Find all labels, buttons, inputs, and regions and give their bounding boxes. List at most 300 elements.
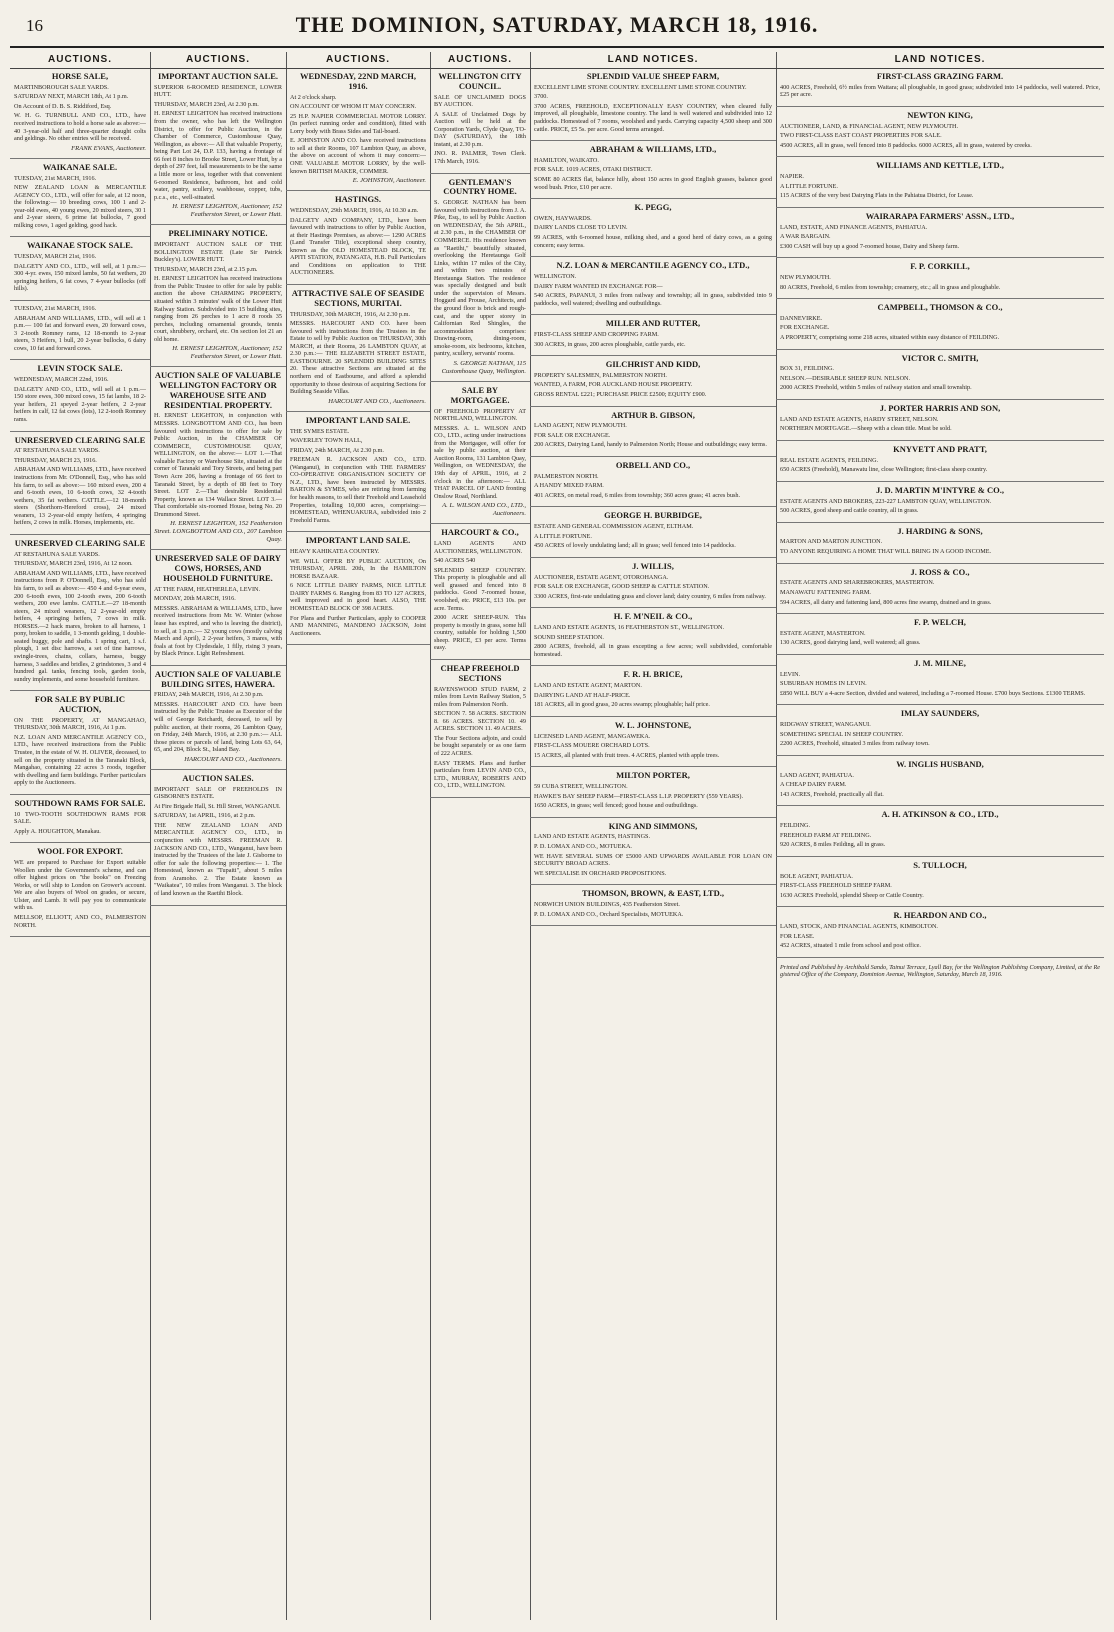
ad-text: 3700. bbox=[534, 93, 548, 101]
ad-text: 1650 ACRES, in grass; well fenced; good house and outbuildings. bbox=[534, 802, 698, 810]
ad-text: AUCTIONEER, ESTATE AGENT, OTOROHANGA. bbox=[534, 573, 669, 581]
ad-heading: J. HARDING & SONS, bbox=[897, 525, 983, 536]
ad-text: 3300 ACRES, first-rate undulating grass and clover land; dairy country, 6 miles from railway. bbox=[534, 592, 766, 600]
ad-text: £850 WILL BUY a 4-acre Section, divided and watered, including a 7-roomed House. £700 buys Sections. £1300 TERMS. bbox=[780, 689, 1086, 697]
ad-text: E. JOHNSTON AND CO. have received instructions to sell at their Rooms, 107 Lambton Quay, as above, the above on account of whom it may concern:— ONE VALUABLE MOTOR LORRY, by the well-known BRITISH MAKER, COMMER. bbox=[290, 137, 426, 175]
ad-heading: KNYVETT AND PRATT, bbox=[893, 443, 987, 454]
ad-text: TUESDAY, 21st MARCH, 1916. bbox=[14, 305, 97, 313]
advertisement bbox=[530, 319, 776, 356]
ad-text: A CHEAP DAIRY FARM. bbox=[780, 781, 847, 789]
advertisement bbox=[10, 241, 150, 301]
ad-text: SUPERIOR 6-ROOMED RESIDENCE, LOWER HUTT. bbox=[154, 83, 282, 99]
ad-text: 143 ACRES, Freehold, practically all flat. bbox=[780, 790, 884, 798]
ad-heading: FIRST-CLASS GRAZING FARM. bbox=[876, 71, 1004, 81]
ad-text: MESSRS. HARCOURT AND CO. have been instructed by the Public Trustee as Executor of the will of George Reichardt, deceased, to sell by public auction, at their rooms, 26 Lambton Quay, on Friday, 24th March, 1916, at 2.30 p.m.:— ALL those pieces or parcels of land, being Lots 63, 64, 65, and 204, Block St., Island Bay. bbox=[154, 700, 282, 754]
ad-heading: UNRESERVED SALE OF DAIRY COWS, HORSES, AND HOUSEHOLD FURNITURE. bbox=[155, 553, 281, 583]
ad-text: OWEN, HAYWARDS. bbox=[534, 214, 592, 222]
advertisement bbox=[530, 360, 776, 406]
ad-text: SATURDAY NEXT, MARCH 18th, At 1 p.m. bbox=[14, 93, 129, 101]
ad-text: P. D. LOMAX AND CO., Orchard Specialists, MOTUEKA. bbox=[534, 910, 684, 918]
newspaper-page bbox=[10, 6, 1104, 1626]
advertisement bbox=[530, 411, 776, 457]
ad-text: MESSRS. HARCOURT AND CO. have been favoured with instructions from the Trustees in the Estate to sell by Public Auction on THURSDAY, 30th MARCH, at their Rooms, 26 LAMBTON QUAY, at 2.30 p.m.:— THE ELIZABETH STREET ESTATE, EASTBOURNE. 20 SPLENDID BUILDING SITES 20. These attractive Sections are situated at the northern end of Eastbourne, and afford a splendid opportunity to those desirous of acquiring Sections for Building Seaside Villas. bbox=[290, 320, 426, 396]
ad-text: FOR LEASE. bbox=[780, 932, 815, 940]
ad-text: PALMERSTON NORTH. bbox=[534, 472, 599, 480]
advertisement bbox=[10, 847, 150, 937]
advertisement bbox=[530, 670, 776, 716]
column-header: AUCTIONS. bbox=[150, 52, 286, 69]
ad-text: WE HAVE SEVERAL SUMS OF £5000 AND UPWARDS AVAILABLE FOR LOAN ON SECURITY BROAD ACRES. bbox=[534, 852, 772, 868]
advertisement bbox=[150, 670, 286, 770]
advertisement bbox=[530, 72, 776, 141]
advertisement bbox=[530, 461, 776, 507]
ad-text: FIRST-CLASS FREEHOLD SHEEP FARM. bbox=[780, 882, 892, 890]
ad-text: JNO. R. PALMER, Town Clerk. 17th March, 1916. bbox=[434, 150, 526, 166]
ad-text: LAND AND ESTATE AGENTS, HARDY STREET, NELSON. bbox=[780, 415, 939, 423]
ad-text: N.Z. LOAN AND MERCANTILE AGENCY CO., LTD., have received instructions from the Public Trustee, in the estate of W. H. OLIVER, deceased, to sell on the property situated in the Taranaki Block, Mangahao, containing 22 acres 3 roods, together with dwelling and farm buildings. Further particulars apply to the Auctioneers. bbox=[14, 733, 146, 787]
ad-text: SALE OF UNCLAIMED DOGS BY AUCTION. bbox=[434, 93, 526, 109]
ad-text: 400 ACRES, Freehold, 6½ miles from Waitara; all ploughable, in good grass; subdivided into 14 paddocks, well watered. Price, £25 per acre. bbox=[780, 83, 1100, 99]
ad-heading: IMPORTANT LAND SALE. bbox=[305, 535, 411, 546]
ad-heading: WEDNESDAY, 22ND MARCH, 1916. bbox=[299, 71, 417, 91]
ad-text: ESTATE AGENTS AND BROKERS, 223-227 LAMBTON QUAY, WELLINGTON. bbox=[780, 497, 992, 505]
ad-text: ESTATE AND GENERAL COMMISSION AGENT, ELTHAM. bbox=[534, 523, 694, 531]
ad-text: On Account of D. B. S. Riddiford, Esq. bbox=[14, 102, 112, 110]
ad-text: ABRAHAM AND WILLIAMS, LTD., have received instructions from Mr. O'Donnell, Esq., who has sold his farm, to sell as above:— 160 mixed ewes, 200 4 and 6-tooth ewes, 10 6-tooth cows, 32 4-tooth wethers, 35 fat wethers. CATTLE.—12 18-month steers (Shorthorn-Hereford cross), 24 mixed weaners, 13 2-year-old empty heifers, 4 springing heifers, 2 cows in milk. Horses, implements, etc. bbox=[14, 466, 146, 527]
ad-text: LICENSED LAND AGENT, MANGAWEKA. bbox=[534, 732, 651, 740]
ad-text: 2000 ACRE SHEEP-RUN. This property is mostly in grass, some hill country, suitable for holding 1,500 sheep. PRICE, £3 per acre. Terms easy. bbox=[434, 614, 526, 652]
column-1 bbox=[10, 52, 151, 1620]
ad-text: WEDNESDAY, 29th MARCH, 1916, At 10.30 a.m. bbox=[290, 206, 419, 214]
ad-text: LAND AND ESTATE AGENT, MARTON. bbox=[534, 682, 642, 690]
advertisement bbox=[10, 436, 150, 535]
advertisement bbox=[430, 664, 530, 798]
ad-text: HAMILTON, WAIKATO. bbox=[534, 156, 599, 164]
ad-heading: WAIRARAPA FARMERS' ASSN., LTD., bbox=[865, 210, 1015, 221]
ad-text: 10 TWO-TOOTH SOUTHDOWN RAMS FOR SALE. bbox=[14, 810, 146, 826]
ad-signature: H. ERNEST LEIGHTON, Auctioneer, 152 Featherston Street, or Lower Hutt. bbox=[172, 345, 282, 361]
ad-text: 450 ACRES of lovely undulating land; all in grass; well fenced into 14 paddocks. bbox=[534, 542, 736, 550]
ad-heading: HARCOURT & CO., bbox=[441, 527, 519, 538]
ad-text: 540 ACRES, PAPANUI, 3 miles from railway and township; all in grass, subdivided into 9 paddocks, well watered; dwelling and outbuildings. bbox=[534, 292, 772, 307]
ad-heading: GEORGE H. BURBIDGE, bbox=[604, 510, 702, 521]
ad-heading: CHEAP FREEHOLD SECTIONS bbox=[440, 662, 520, 683]
ad-heading: J. M. MILNE, bbox=[914, 657, 966, 668]
advertisement bbox=[530, 771, 776, 817]
advertisement bbox=[286, 289, 430, 412]
ad-text: DAIRYING LAND AT HALF-PRICE. bbox=[534, 691, 631, 699]
ad-text: SATURDAY, 1st APRIL, 1916, at 2 p.m. bbox=[154, 812, 256, 820]
ad-text: DALGETY AND CO., LTD., will sell at 1 p.m.— 150 store ewes, 300 mixed cows, 15 fat lambs, 18 2-year heifers, 21 speyed 2-year heifers, 2 2-year heifers in calf, 12 fat cows (lots), 12 2-tooth Romney rams. bbox=[14, 385, 146, 423]
ad-text: The Four Sections adjoin, and could be bought separately or as one farm of 222 ACRES. bbox=[434, 734, 526, 758]
advertisement bbox=[530, 261, 776, 315]
ad-text: ESTATE AGENT, MASTERTON. bbox=[780, 629, 866, 637]
ad-heading: GENTLEMAN'S COUNTRY HOME. bbox=[443, 176, 517, 197]
ad-text: FIRST-CLASS MOUERE ORCHARD LOTS. bbox=[534, 742, 650, 750]
ad-text: THE SYMES ESTATE. bbox=[290, 427, 350, 435]
ad-text: H. ERNEST LEIGHTON, in conjunction with MESSRS. LONGBOTTOM AND CO., has been favoured with instructions to offer for sale by Public Auction, in the CHAMBER OF COMMERCE, CUSTOMHOUSE QUAY, WELLINGTON, on the above:— LOT 1.—That valuable Factory or Warehouse Site, situated at the corner of Taranaki and Tory Streets, and being part Town Acre 206, having a frontage of 66 feet to Taranaki Street, by a depth of 88 feet to Tory Street. LOT 2.—That desirable Residential Property, known as 134 Wallace Street. LOT 3.—That comfortable six-roomed House, being No. 20 Drummond Street. bbox=[154, 412, 282, 518]
ad-text: AT RESTAHUNA SALE YARDS. bbox=[14, 550, 100, 558]
ad-heading: K. PEGG, bbox=[634, 202, 672, 213]
ad-heading: GILCHRIST AND KIDD, bbox=[605, 359, 701, 370]
ad-heading: KING AND SIMMONS, bbox=[608, 820, 698, 831]
ad-text: SUBURBAN HOMES IN LEVIN. bbox=[780, 680, 867, 688]
column-5 bbox=[530, 52, 777, 1620]
ad-text: TO ANYONE REQUIRING A HOME THAT WILL BRING IN A GOOD INCOME. bbox=[780, 548, 992, 556]
ad-text: 200 ACRES, Dairying Land, handy to Palmerston North; House and outbuildings; easy terms. bbox=[534, 441, 767, 449]
ad-text: FREEHOLD FARM AT FEILDING. bbox=[780, 831, 872, 839]
ad-text: 2800 ACRES, freehold, all in grass excepting a few acres; well subdivided, comfortable homestead. bbox=[534, 643, 772, 658]
ad-text: 80 ACRES, Freehold, 6 miles from township; creamery, etc.; all in grass and ploughable. bbox=[780, 283, 1001, 291]
ad-text: LAND AND ESTATE AGENTS, HASTINGS. bbox=[534, 833, 651, 841]
ad-text: 4500 ACRES, all in grass, well fenced into 8 paddocks. 6000 ACRES, all in grass, watered by creeks. bbox=[780, 141, 1032, 149]
advertisement bbox=[776, 709, 1104, 755]
ad-heading: WILLIAMS AND KETTLE, LTD., bbox=[876, 160, 1004, 171]
ad-heading: J. WILLIS, bbox=[632, 560, 674, 571]
ad-heading: LEVIN STOCK SALE. bbox=[37, 363, 123, 374]
ad-text: H. ERNEST LEIGHTON has received instructions from the Public Trustee to offer for sale by public auction the above CHARMING PROPERTY, situated within 3 minutes' walk of the Lower Hutt Railway Station. Subdivided into 15 building sites, ranging from 26 perches to 1 acre 8 roods 35 perches, including ornamental grounds, tennis court, shrubbery, orchard, etc. On section lot 21 an old home. bbox=[154, 275, 282, 343]
ad-text: NEW PLYMOUTH. bbox=[780, 274, 831, 282]
ad-text: SOME 80 ACRES flat, balance hilly, about 150 acres in good English grasses, balance good wood bush. Price, £10 per acre. bbox=[534, 176, 772, 191]
advertisement bbox=[776, 810, 1104, 856]
ad-heading: F. R. H. BRICE, bbox=[623, 669, 683, 680]
ad-text: 130 ACRES, good dairying land, well watered; all grass. bbox=[780, 639, 921, 647]
advertisement bbox=[10, 72, 150, 159]
ad-heading: F. P. CORKILL, bbox=[910, 261, 970, 272]
advertisement bbox=[776, 262, 1104, 299]
ad-heading: W. INGLIS HUSBAND, bbox=[896, 758, 984, 769]
column-3 bbox=[286, 52, 431, 1620]
ad-heading: H. F. M'NEIL & CO., bbox=[613, 611, 693, 622]
ad-heading: WAIKANAE STOCK SALE. bbox=[27, 240, 133, 251]
ad-text: THURSDAY, MARCH 23rd, 1916, At 12 noon. bbox=[14, 560, 133, 568]
ad-text: 2000 ACRES Freehold, within 5 miles of railway station and small township. bbox=[780, 384, 972, 392]
advertisement bbox=[530, 822, 776, 886]
ad-text: ESTATE AGENTS AND SHAREBROKERS, MASTERTON. bbox=[780, 579, 935, 587]
ad-text: 115 ACRES of the very best Dairying Flats in the Pahiatua District, for Lease. bbox=[780, 192, 974, 200]
ad-text: FOR SALE. 1019 ACRES, OTAKI DISTRICT. bbox=[534, 166, 652, 174]
ad-text: BOLE AGENT, PAHIATUA. bbox=[780, 872, 853, 880]
ad-text: ABRAHAM AND WILLIAMS, LTD., have received instructions from P. O'Donnell, Esq., who has sold his farm, to sell as above:— 450 4 and 6-year ewes, 200 6-tooth ewes, 100 2-tooth ewes, 200 6-tooth wethers, 200 ewe lambs. CATTLE.—27 18-month steers, 24 mixed weaners, 12 2-year-old empty heifers, 4 springing heifers, 7 cows in milk. HORSES.—2 hack mares, broken to all harness, 1 pony, broken to saddle, 1 3-month gelding, 1 double-seated buggy, pole and shafts. 1 spring cart, 1 s.f. plough, 1 set disc harrows, a set of tine harrows, swingle-trees, chains, collars, harness, buggy harness, 3 saddles and bridles, 2 grindstones, 3 and 4 hundred gal. tanks, fencing tools, garden tools, sundry implements, and some household furniture. bbox=[14, 569, 146, 683]
ad-text: LAND AND ESTATE AGENTS, 16 FEATHERSTON ST., WELLINGTON. bbox=[534, 624, 724, 632]
advertisement bbox=[776, 568, 1104, 614]
column-4 bbox=[430, 52, 531, 1620]
ad-heading: WELLINGTON CITY COUNCIL. bbox=[438, 71, 522, 91]
ad-text: A PROPERTY, comprising some 218 acres, situated within easy distance of FEILDING. bbox=[780, 334, 1000, 342]
ad-heading: IMPORTANT AUCTION SALE. bbox=[157, 71, 279, 81]
ad-heading: ORBELL AND CO., bbox=[615, 459, 691, 470]
ad-text: WANTED, A FARM, FOR AUCKLAND HOUSE PROPERTY. bbox=[534, 381, 693, 389]
ad-text: DANNEVIRKE. bbox=[780, 314, 823, 322]
printer-imprint: Printed and Published by Archibald Sando, Tainui Terrace, Lyall Bay, for the Wellington Publishing Company, Limited, at the Registered Office of the Company, Dominion Avenue, Wellington, Saturday, March 18, 1916. bbox=[780, 963, 1100, 979]
ad-heading: AUCTION SALES. bbox=[182, 772, 254, 783]
ad-text: MARTINBOROUGH SALE YARDS. bbox=[14, 83, 109, 91]
ad-heading: F. P. WELCH, bbox=[914, 617, 966, 628]
ad-text: 25 H.P. NAPIER COMMERCIAL MOTOR LORRY. (In perfect running order and condition), fitted with Lorry body with Brass Sides and Tail-board. bbox=[290, 112, 426, 135]
ad-text: 920 ACRES, 8 miles Feilding, all in grass. bbox=[780, 841, 886, 849]
ad-text: A SALE of Unclaimed Dogs by Auction will be held at the Corporation Yards, Clyde Quay, TO-DAY (SATURDAY), the 18th instant, at 2.30 p.m. bbox=[434, 110, 526, 148]
advertisement bbox=[776, 527, 1104, 564]
advertisement bbox=[776, 212, 1104, 258]
advertisement bbox=[10, 364, 150, 431]
advertisement bbox=[10, 539, 150, 691]
ad-text: SOMETHING SPECIAL IN SHEEP COUNTRY. bbox=[780, 730, 904, 738]
ad-text: LAND AGENT, PAHIATUA. bbox=[780, 771, 854, 779]
ad-text: TUESDAY, MARCH 21st, 1916. bbox=[14, 253, 97, 261]
ad-text: THURSDAY, MARCH 23rd, at 2.15 p.m. bbox=[154, 265, 258, 273]
advertisement bbox=[286, 72, 430, 191]
ad-text: WE WILL OFFER BY PUBLIC AUCTION, On THURSDAY, APRIL 20th, In the HAMILTON HORSE BAZAAR. bbox=[290, 557, 426, 580]
ad-heading: SALE BY MORTGAGEE. bbox=[450, 385, 510, 405]
advertisement bbox=[530, 721, 776, 767]
advertisement bbox=[776, 72, 1104, 107]
advertisement bbox=[530, 889, 776, 926]
ad-text: 300 ACRES, in grass, 200 acres ploughable, cattle yards, etc. bbox=[534, 340, 686, 348]
ad-text: For Plans and Further Particulars, apply to COOPER AND MANNING, MANDENO JACKSON, Joint Auctioneers. bbox=[290, 614, 426, 637]
ad-signature: HARCOURT AND CO., Auctioneers. bbox=[184, 755, 282, 763]
advertisement bbox=[776, 659, 1104, 705]
ad-signature: HARCOURT AND CO., Auctioneers. bbox=[328, 397, 426, 405]
ad-text: FOR SALE OR EXCHANGE. bbox=[534, 431, 611, 439]
ad-text: Apply A. HOUGHTON, Manakau. bbox=[14, 827, 101, 835]
advertisement bbox=[776, 618, 1104, 655]
ad-text: 540 ACRES 540 bbox=[434, 557, 476, 565]
ad-text: ON ACCOUNT OF WHOM IT MAY CONCERN. bbox=[290, 103, 417, 111]
ad-text: THURSDAY, MARCH 23, 1916. bbox=[14, 456, 97, 464]
ad-text: FRIDAY, 24th MARCH, 1916, At 2.30 p.m. bbox=[154, 691, 264, 699]
ad-text: 99 ACRES, with 6-roomed house, milking shed, and a good herd of dairy cows, as a going concern; easy terms. bbox=[534, 234, 772, 249]
advertisement bbox=[530, 511, 776, 557]
ad-heading: IMLAY SAUNDERS, bbox=[900, 708, 980, 719]
column-header: LAND NOTICES. bbox=[776, 52, 1104, 69]
ad-text: MELLSOP, ELLIOTT, AND CO., PALMERSTON NORTH. bbox=[14, 914, 146, 929]
ad-text: NAPIER. bbox=[780, 173, 804, 181]
advertisement bbox=[286, 536, 430, 645]
ad-text: 2200 ACRES, Freehold, situated 3 miles from railway town. bbox=[780, 740, 930, 748]
advertisement bbox=[10, 305, 150, 360]
column-header: LAND NOTICES. bbox=[530, 52, 776, 69]
ad-text: 452 ACRES, situated 1 mile from school and post office. bbox=[780, 942, 921, 950]
ad-text: 59 CUBA STREET, WELLINGTON. bbox=[534, 783, 628, 791]
ad-heading: AUCTION SALE OF VALUABLE WELLINGTON FACTORY OR WAREHOUSE SITE AND RESIDENTIAL PROPERTY. bbox=[154, 370, 282, 410]
ad-text: 15 ACRES, all planted with fruit trees. 4 ACRES, planted with apple trees. bbox=[534, 751, 720, 759]
ad-heading: A. H. ATKINSON & CO., LTD., bbox=[881, 809, 999, 820]
ad-text: EXCELLENT LIME STONE COUNTRY. EXCELLENT LIME STONE COUNTRY. bbox=[534, 83, 747, 91]
ad-text: IMPORTANT SALE OF FREEHOLDS IN GISBORNE'S ESTATE. bbox=[154, 785, 282, 801]
ad-text: ON THE PROPERTY, AT MANGAHAO, THURSDAY, 30th MARCH, 1916, At 1 p.m. bbox=[14, 716, 146, 732]
advertisement bbox=[150, 554, 286, 665]
ad-text: WAVERLEY TOWN HALL, bbox=[290, 437, 363, 445]
ad-signature: S. GEORGE NATHAN, 115 Customhouse Quay, Wellington. bbox=[441, 359, 526, 375]
ad-signature: H. ERNEST LEIGHTON, Auctioneer, 152 Featherston Street, or Lower Hutt. bbox=[172, 203, 282, 219]
newspaper-title: THE DOMINION, SATURDAY, MARCH 18, 1916. bbox=[295, 12, 819, 37]
ad-text: BOX 31, FEILDING. bbox=[780, 365, 834, 373]
ad-heading: ARTHUR B. GIBSON, bbox=[611, 409, 695, 420]
ad-heading: W. L. JOHNSTONE, bbox=[614, 719, 692, 730]
ad-signature: FRANK EVANS, Auctioneer. bbox=[71, 144, 146, 152]
advertisement bbox=[530, 612, 776, 666]
advertisement bbox=[10, 799, 150, 843]
advertisement bbox=[430, 72, 530, 174]
masthead bbox=[10, 6, 1104, 48]
advertisement bbox=[530, 203, 776, 257]
ad-heading: HORSE SALE, bbox=[51, 71, 109, 81]
advertisement bbox=[150, 371, 286, 550]
ad-heading: J. ROSS & CO., bbox=[910, 566, 970, 577]
advertisement bbox=[286, 416, 430, 533]
advertisement bbox=[150, 774, 286, 906]
ad-text: WELLINGTON. bbox=[534, 272, 577, 280]
advertisement bbox=[430, 386, 530, 524]
ad-text: A WAR BARGAIN. bbox=[780, 233, 831, 241]
ad-text: SECTION 7. 58 ACRES. SECTION 8. 66 ACRES. SECTION 10. 49 ACRES. SECTION 11. 49 ACRES. bbox=[434, 710, 526, 733]
advertisement bbox=[10, 163, 150, 238]
advertisement bbox=[10, 695, 150, 795]
ad-text: 650 ACRES (Freehold), Manawatu line, close Wellington; first-class sheep country. bbox=[780, 466, 988, 474]
advertisement bbox=[776, 111, 1104, 157]
advertisement bbox=[430, 528, 530, 660]
column-2 bbox=[150, 52, 287, 1620]
ad-text: DALGETY AND COMPANY, LTD., have been favoured with instructions to offer by Public Auction, at their Hastings Premises, as above:— 1290 ACRES (Land Transfer Title), exceptional sheep country, known as the OLD HOMESTEAD BLOCK, TE APITI STATION, PATANGATA, H.B. Full Particulars and Conditions on application to THE AUCTIONEERS. bbox=[290, 216, 426, 277]
ad-text: HAWKE'S BAY SHEEP FARM—FIRST-CLASS L.I.P. PROPERTY (559 YEARS). bbox=[534, 792, 743, 800]
ad-text: FIRST-CLASS SHEEP AND CROPPING FARM. bbox=[534, 330, 659, 338]
column-6 bbox=[776, 52, 1104, 1620]
ad-heading: SPLENDID VALUE SHEEP FARM, bbox=[586, 71, 720, 81]
ad-text: A HANDY MIXED FARM. bbox=[534, 482, 604, 490]
ad-text: £300 CASH will buy up a good 7-roomed house, Dairy and Sheep farm. bbox=[780, 242, 960, 250]
ad-text: FOR SALE OR EXCHANGE, GOOD SHEEP & CATTLE STATION. bbox=[534, 583, 710, 591]
ad-heading: NEWTON KING, bbox=[907, 109, 973, 120]
advertisement bbox=[776, 861, 1104, 907]
ad-text: 6 NICE LITTLE DAIRY FARMS, NICE LITTLE DAIRY FARMS 6. Ranging from 83 TO 127 ACRES, well improved and in good heart. ALSO, THE HOMESTEAD BLOCK OF 398 ACRES. bbox=[290, 582, 426, 612]
ad-text: RIDGWAY STREET, WANGANUI. bbox=[780, 721, 871, 729]
ad-heading: UNRESERVED CLEARING SALE bbox=[14, 537, 146, 548]
advertisement bbox=[430, 178, 530, 382]
ad-text: MANAWATU FATTENING FARM. bbox=[780, 588, 871, 596]
ad-text: LAND, STOCK, AND FINANCIAL AGENTS, KIMBOLTON. bbox=[780, 922, 938, 930]
ad-text: AT THE FARM, HEATHERLEA, LEVIN. bbox=[154, 585, 261, 593]
ad-text: ABRAHAM AND WILLIAMS, LTD., will sell at 1 p.m.— 100 fat and forward ewes, 20 forward cows, 3 2-tooth Romney rams, 12 18-month to 2-year steers, 3 Heifers, 1 bull, 20 2-year bullocks, 6 dairy cows, 10 fat and forward cows. bbox=[14, 314, 146, 352]
ad-heading: UNRESERVED CLEARING SALE bbox=[14, 434, 146, 445]
ad-heading: IMPORTANT LAND SALE. bbox=[305, 414, 411, 425]
ad-text: LEVIN. bbox=[780, 670, 801, 678]
ad-text: FEILDING. bbox=[780, 822, 811, 830]
advertisement bbox=[530, 562, 776, 608]
advertisement bbox=[776, 760, 1104, 806]
ad-text: HEAVY KAHIKATEA COUNTRY. bbox=[290, 548, 380, 556]
ad-text: FRIDAY, 24th MARCH, At 2.30 p.m. bbox=[290, 446, 384, 454]
ad-text: OF FREEHOLD PROPERTY AT NORTHLAND, WELLINGTON. bbox=[434, 407, 526, 423]
advertisement bbox=[776, 161, 1104, 207]
column-header: AUCTIONS. bbox=[10, 52, 150, 69]
advertisement bbox=[776, 354, 1104, 400]
ad-heading: J. PORTER HARRIS AND SON, bbox=[879, 403, 1001, 414]
ad-text: DAIRY FARM WANTED IN EXCHANGE FOR— bbox=[534, 282, 663, 290]
advertisement bbox=[776, 486, 1104, 523]
ad-text: AUCTIONEER, LAND, & FINANCIAL AGENT, NEW PLYMOUTH. bbox=[780, 122, 958, 130]
ad-heading: CAMPBELL, THOMSON & CO., bbox=[877, 302, 1003, 313]
ad-text: LAND AGENT, NEW PLYMOUTH. bbox=[534, 422, 627, 430]
ad-heading: S. TULLOCH, bbox=[913, 859, 967, 870]
ad-text: H. ERNEST LEIGHTON has received instructions from the owner, who has left the Wellington District, to offer for Public Auction, in the Chamber of Commerce, Customhouse Quay, Wellington, as above:— All that valuable Property, being Part Lot 24, D.P. 133, having a frontage of 66 feet 8 inches to Brooke Street, Lower Hutt, by a depth of 297 feet, fall measurements to be the same a little more or less, together with that convenient 6-roomed Residence, bathroom, hot and cold water, pantry, scullery, washhouse, copper, tubs, p.c.s., etc., well-situated. bbox=[154, 110, 282, 201]
ad-text: AT RESTAHUNA SALE YARDS. bbox=[14, 447, 100, 455]
ad-text: S. GEORGE NATHAN has been favoured with instructions from J. A. Pike, Esq., to sell by Public Auction on WEDNESDAY, the 5th APRIL, at 2.30 p.m., in the CHAMBER OF COMMERCE. His residence known as "Raetihi," beautifully situated, overlooking the Heretaunga Golf Links, within 17 miles of the City, and within two minutes of Heretaunga Station. The residence was specially designed and built under the supervision of Messrs. Hoggard and Prouse, Architects, and the ground floor is brick and rough-cast, and the upper storey in Californian Red Shingles, the accommodation comprises: Drawing-room, dining-room, smoke-room, six bedrooms, kitchen, pantry, scullery, servants' rooms. bbox=[434, 199, 526, 358]
ad-text: IMPORTANT AUCTION SALE OF THE BOLLINGTON ESTATE (Late Sir Patrick Buckley's). LOWER HUTT. bbox=[154, 241, 282, 264]
advertisement bbox=[150, 72, 286, 225]
ad-text: At Fire Brigade Hall, St. Hill Street, WANGANUI. bbox=[154, 802, 281, 810]
ad-heading: MILTON PORTER, bbox=[616, 770, 690, 781]
ad-heading: ABRAHAM & WILLIAMS, LTD., bbox=[589, 144, 717, 155]
ad-text: W. H. G. TURNBULL AND CO., LTD., have received instructions to hold a horse sale as above:— 40 3-year-old half and three-quarter draught colts and geldings. No other entries will be received. bbox=[14, 112, 146, 143]
ad-heading: WAIKANAE SALE. bbox=[42, 161, 118, 172]
ad-text: NELSON.—DESIRABLE SHEEP RUN. NELSON. bbox=[780, 374, 911, 382]
ad-text: 500 ACRES, good sheep and cattle country, all in grass. bbox=[780, 507, 919, 515]
advertisement bbox=[530, 145, 776, 199]
column-header: AUCTIONS. bbox=[286, 52, 430, 69]
ad-text: SPLENDID SHEEP COUNTRY. This property is ploughable and all well grassed and fenced into 8 paddocks. Good 7-roomed house, woolshed, etc. PRICE, £13 10s. per acre. Terms. bbox=[434, 566, 526, 612]
ad-text: DAIRY LANDS CLOSE TO LEVIN. bbox=[534, 224, 628, 232]
ad-text: PROPERTY SALESMEN, PALMERSTON NORTH. bbox=[534, 371, 667, 379]
ad-heading: SOUTHDOWN RAMS FOR SALE. bbox=[14, 797, 146, 808]
advertisement bbox=[286, 195, 430, 285]
advertisement bbox=[776, 911, 1104, 957]
ad-text: MESSRS. ABRAHAM & WILLIAMS, LTD., have received instructions from Mr. W. Winter (whose lease has expired, and who is leaving the district), to sell, at 1 p.m.:— 32 young cows (mostly calving March and April), 2 2-year heifers, 3 mares, with foals at foot by Clydesdale, 1 filly, rising 3 years, by Black Prince. Light Refreshment. bbox=[154, 604, 282, 658]
advertisement bbox=[776, 303, 1104, 349]
ad-heading: THOMSON, BROWN, & EAST, LTD., bbox=[582, 888, 724, 899]
ad-text: FREEMAN R. JACKSON AND CO., LTD. (Wanganui), in conjunction with THE FARMERS' CO-OPERATIVE ORGANISATION SOCIETY OF N.Z., LTD., have been instructed by MESSRS. BARTON & SYMES, who are retiring from farming for health reasons, to sell their Freehold and Leasehold Properties, totalling 10,000 acres, comprising:— HOMESTEAD, WHENUAKURA, subdivided into 2 Freehold Farms. bbox=[290, 456, 426, 524]
ad-text: A LITTLE FORTUNE. bbox=[534, 532, 592, 540]
ad-heading: J. D. MARTIN M'INTYRE & CO., bbox=[876, 484, 1004, 495]
ad-heading: HASTINGS. bbox=[334, 194, 382, 205]
ad-text: THURSDAY, 30th MARCH, 1916, At 2.30 p.m. bbox=[290, 310, 410, 318]
advertisement bbox=[776, 445, 1104, 482]
ad-text: TUESDAY, 21st MARCH, 1916. bbox=[14, 174, 97, 182]
ad-text: LAND AGENTS AND AUCTIONEERS, WELLINGTON. bbox=[434, 540, 526, 555]
ad-text: 181 ACRES, all in good grass, 20 acres swamp; ploughable; half price. bbox=[534, 701, 710, 709]
ad-text: MESSRS. A. L. WILSON AND CO., LTD., acting under instructions from the Mortgagee, will offer for sale by public auction, at their Auction Rooms, 131 Lambton Quay, Wellington, on WEDNESDAY, the 19th day of APRIL, 1916, at 2 o'clock in the afternoon:— ALL THAT PARCEL OF LAND fronting Onslow Road, Northland. bbox=[434, 424, 526, 500]
ad-text: THURSDAY, MARCH 23rd, At 2.30 p.m. bbox=[154, 100, 259, 108]
ad-text: WE SPECIALISE IN ORCHARD PROPOSITIONS. bbox=[534, 869, 667, 877]
ad-text: FOR EXCHANGE. bbox=[780, 324, 830, 332]
page-number: 16 bbox=[26, 16, 43, 35]
ad-text: A LITTLE FORTUNE. bbox=[780, 182, 838, 190]
ad-text: NORWICH UNION BUILDINGS, 435 Featherston Street. bbox=[534, 901, 680, 909]
ad-text: 1630 ACRES Freehold, splendid Sheep or Cattle Country. bbox=[780, 891, 924, 899]
ad-text: THE NEW ZEALAND LOAN AND MERCANTILE AGENCY CO., LTD., in conjunction with MESSRS. FREEMAN R. JACKSON AND CO., LTD., Wanganui, have been instructed by the Trustees of the late J. Gisborne to offer for sale the following properties:— 1. The Homestead, known as "Tupaiti", about 5 miles from Aramoho. 2. The Estate known as "Waikatea", 10 miles from Wanganui. 3. The block of land known as the Raetihi Block. bbox=[154, 821, 282, 897]
ad-text: EASY TERMS. Plans and further particulars from LEVIN AND CO., LTD., MURRAY, ROBERTS AND CO., LTD., WELLINGTON. bbox=[434, 759, 526, 790]
ad-heading: AUCTION SALE OF VALUABLE BUILDING SITES, HAWERA. bbox=[154, 668, 282, 689]
ad-text: DALGETY AND CO., LTD., will sell, at 1 p.m.:— 300 4-yr. ewes, 150 mixed lambs, 50 fat wethers, 20 springing heifers, 6 fat cows, 7 4-year bullocks (off hills). bbox=[14, 262, 146, 293]
ad-text: REAL ESTATE AGENTS, FEILDING. bbox=[780, 456, 879, 464]
ad-text: WE are prepared to Purchase for Export suitable Woollen under the Government's scheme, and can offer highest prices on "the books" on Freezing Works, or will ship to London on Grower's account. We are also buyers of Wool on grades, or secure, Ulster, and Lamb. It will pay you to communicate with us. bbox=[14, 859, 146, 912]
ad-signature: A. L. WILSON AND CO., LTD., Auctioneers. bbox=[442, 502, 526, 518]
ad-signature: H. ERNEST LEIGHTON, 152 Featherston Street. LONGBOTTOM AND CO., 207 Lambton Quay. bbox=[154, 520, 282, 544]
ad-heading: WOOL FOR EXPORT. bbox=[37, 846, 123, 857]
column-header: AUCTIONS. bbox=[430, 52, 530, 69]
advertisement bbox=[776, 404, 1104, 441]
ad-text: GROSS RENTAL £221; PURCHASE PRICE £2500; EQUITY £900. bbox=[534, 390, 707, 398]
columns-container bbox=[10, 52, 1104, 1620]
ad-heading: ATTRACTIVE SALE OF SEASIDE SECTIONS, MURITAI. bbox=[291, 288, 425, 308]
ad-text: 401 ACRES, on metal road, 6 miles from township; 360 acres grass; 41 acres bush. bbox=[534, 491, 741, 499]
ad-text: 3700 ACRES, FREEHOLD, EXCEPTIONALLY EASY COUNTRY, when cleared fully improved, all ploughable, limestone country. The land is well watered and subdivided into 12 paddocks. Homestead of 7 rooms, woolshed and yards. Carrying capacity 4,500 sheep and 300 cattle. PRICE, £5 5s. per acre. Good terms arranged. bbox=[534, 102, 772, 133]
ad-text: NEW ZEALAND LOAN & MERCANTILE AGENCY CO., LTD., will offer for sale, at 12 noon, the following:— 10 breeding cows, 100 1 and 2-year-old ewes, 40 young ewes, 20 mixed steers, 30 1 and 2-year steers, 6 prime fat bullocks, 7 good milking cows, 1 aged gelding, good hack. bbox=[14, 184, 146, 229]
ad-text: P. D. LOMAX AND CO., MOTUEKA. bbox=[534, 843, 632, 851]
ad-heading: N.Z. LOAN & MERCANTILE AGENCY CO., LTD., bbox=[556, 260, 750, 271]
ad-heading: R. HEARDON AND CO., bbox=[893, 910, 987, 921]
ad-signature: E. JOHNSTON, Auctioneer. bbox=[352, 177, 426, 185]
ad-text: At 2 o'clock sharp. bbox=[290, 93, 337, 101]
